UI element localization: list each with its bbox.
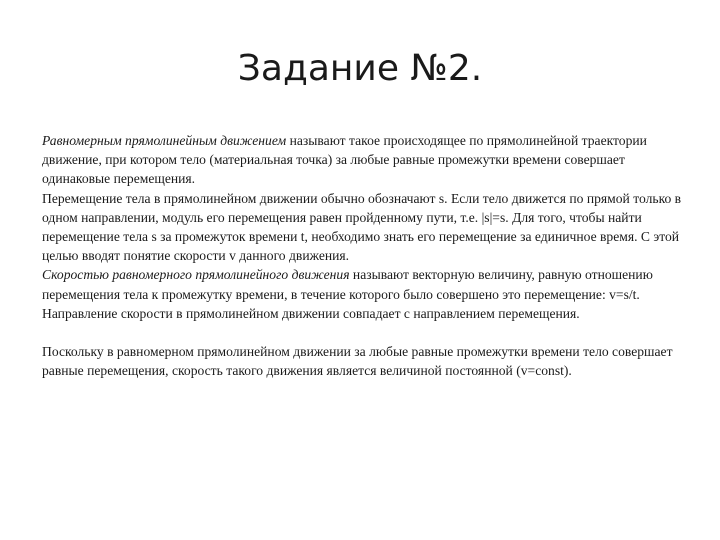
paragraph-text: Перемещение тела в прямолинейном движении обычно обозначают s. Если тело движется по прямой только в одном направлении, модуль его перемещения равен пройденному пути, т.е. |s|=s. Для того, чтобы найти перемещение тела s за промежуток времени t, необходимо знать его перемещение за единичное время. С этой целью вводят понятие скорости v данного движения. [42,190,682,264]
paragraph-velocity-direction [42,304,692,323]
term-velocity: Скоростью равномерного прямолинейного движения [42,267,350,283]
paragraph-definition-uniform-motion [42,131,692,189]
paragraph-text: называют векторную величину, равную отношению перемещения тела к промежутку времени, в течение которого было совершено это перемещение: v=s/t. [42,267,653,302]
paragraph-constant-velocity [42,342,692,380]
paragraph-displacement [42,189,692,266]
paragraph-text: Направление скорости в прямолинейном движении совпадает с направлением перемещения. [42,305,580,321]
paragraph-definition-velocity [42,265,692,303]
slide-body [42,131,692,380]
term-uniform-motion: Равномерным прямолинейным движением [42,133,287,148]
paragraph-text: называют такое происходящее по прямолинейной траектории движение, при котором тело (материальная точка) за любые равные промежутки времени совершает одинаковые перемещения. [42,133,647,187]
paragraph-text: Поскольку в равномерном прямолинейном движении за любые равные промежутки времени тело совершает равные перемещения, скорость такого движения является величиной постоянной (v=const). [42,344,673,379]
slide-title: Задание №2. [237,48,483,89]
